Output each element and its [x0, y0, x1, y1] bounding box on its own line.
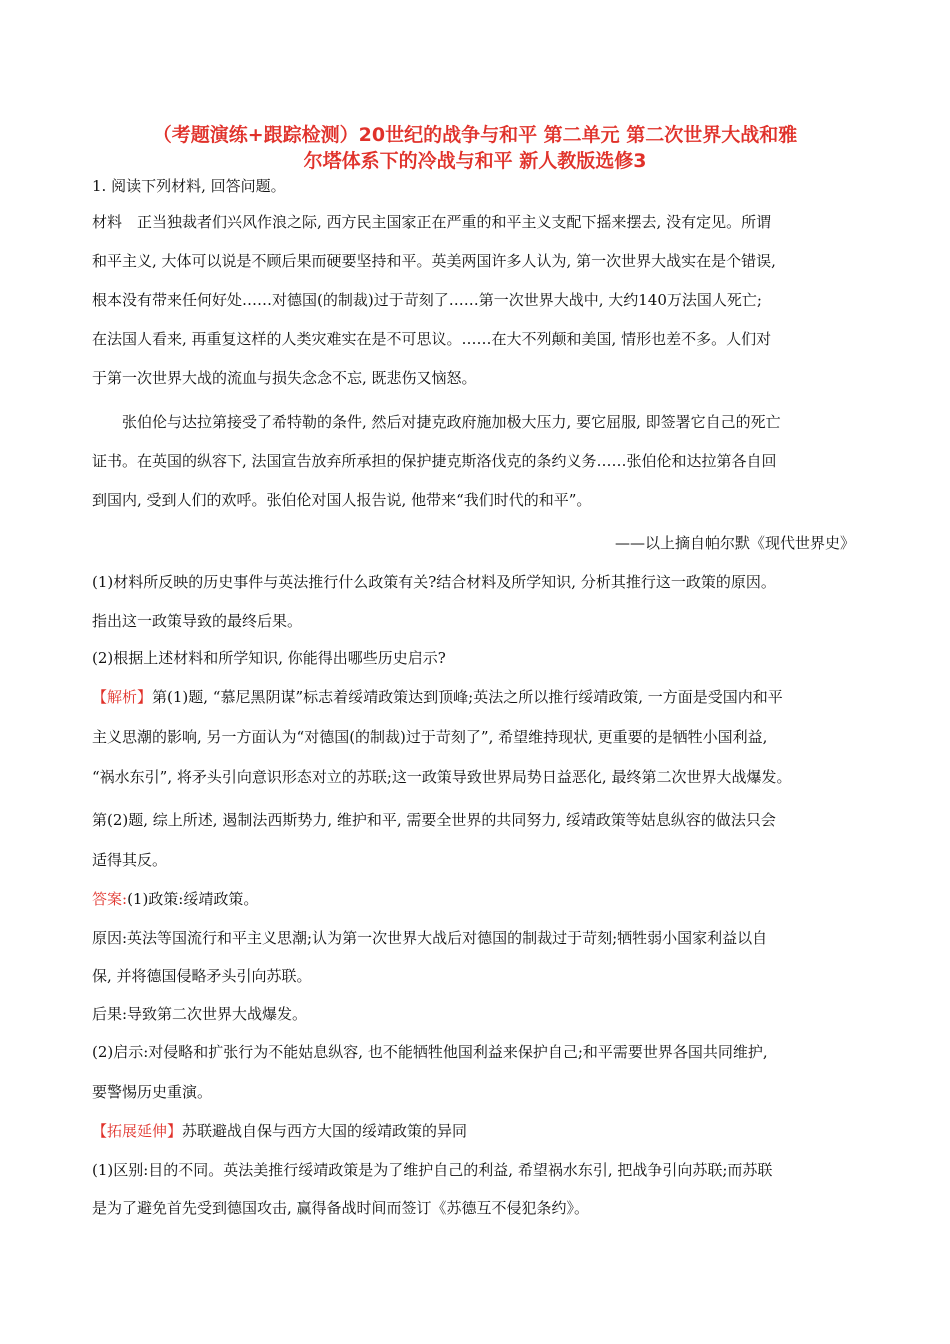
answer-tag: 答案:	[92, 890, 128, 908]
answer-result: 后果:导致第二次世界大战爆发。	[92, 1005, 308, 1023]
extension-heading: 苏联避战自保与西方大国的绥靖政策的异同	[182, 1122, 468, 1140]
question-1-line: (1)材料所反映的历史事件与英法推行什么政策有关?结合材料及所学知识, 分析其推行这一政策的原因。	[92, 573, 776, 591]
answer-reason-line: 保, 并将德国侵略矛头引向苏联。	[92, 967, 312, 985]
material-line: 在法国人看来, 再重复这样的人类灾难实在是不可思议。……在大不列颠和美国, 情形也差不多。人们对	[92, 330, 772, 348]
analysis-line: 第(2)题, 综上所述, 遏制法西斯势力, 维护和平, 需要全世界的共同努力, 绥靖政策等姑息纵容的做法只会	[92, 811, 776, 829]
answer-lesson-line: (2)启示:对侵略和扩张行为不能姑息纵容, 也不能牺牲他国利益来保护自己;和平需要世界各国共同维护,	[92, 1043, 768, 1061]
question-prompt: 1. 阅读下列材料, 回答问题。	[92, 177, 286, 195]
analysis-line	[92, 687, 783, 707]
material-line: 张伯伦与达拉第接受了希特勒的条件, 然后对捷克政府施加极大压力, 要它屈服, 即签署它自己的死亡	[122, 413, 781, 431]
question-2: (2)根据上述材料和所学知识, 你能得出哪些历史启示?	[92, 649, 446, 667]
extension-tag: 【拓展延伸】	[92, 1122, 183, 1140]
analysis-tag: 【解析】	[92, 688, 153, 706]
extension-heading-line	[92, 1121, 467, 1141]
analysis-text: 第(1)题, “慕尼黑阴谋”标志着绥靖政策达到顶峰;英法之所以推行绥靖政策, 一方面是受国内和平	[152, 688, 783, 706]
material-line: 根本没有带来任何好处……对德国(的制裁)过于苛刻了……第一次世界大战中, 大约140万法国人死亡;	[92, 291, 762, 309]
analysis-line: 适得其反。	[92, 851, 168, 869]
answer-lesson-line: 要警惕历史重演。	[92, 1083, 213, 1101]
document-title	[80, 122, 870, 174]
material-line: 证书。在英国的纵容下, 法国宣告放弃所承担的保护捷克斯洛伐克的条约义务……张伯伦和达拉第各自回	[92, 452, 777, 470]
material-line: 于第一次世界大战的流血与损失念念不忘, 既悲伤又恼怒。	[92, 369, 477, 387]
analysis-line: 主义思潮的影响, 另一方面认为“对德国(的制裁)过于苛刻了”, 希望维持现状, 更重要的是牺牲小国利益,	[92, 728, 768, 746]
question-1-line: 指出这一政策导致的最终后果。	[92, 612, 303, 630]
material-line: 材料 正当独裁者们兴风作浪之际, 西方民主国家正在严重的和平主义支配下摇来摆去, 没有定见。所谓	[92, 213, 772, 231]
extension-line: 是为了避免首先受到德国攻击, 赢得备战时间而签订《苏德互不侵犯条约》。	[92, 1199, 590, 1217]
material-line: 和平主义, 大体可以说是不顾后果而硬要坚持和平。英美两国许多人认为, 第一次世界大战实在是个错误,	[92, 252, 776, 270]
material-source: ——以上摘自帕尔默《现代世界史》	[614, 534, 855, 552]
answer-policy-line	[92, 889, 258, 909]
title-line-2: 尔塔体系下的冷战与和平 新人教版选修3	[303, 150, 647, 172]
extension-line: (1)区别:目的不同。英法美推行绥靖政策是为了维护自己的利益, 希望祸水东引, 把战争引向苏联;而苏联	[92, 1161, 773, 1179]
answer-reason-line: 原因:英法等国流行和平主义思潮;认为第一次世界大战后对德国的制裁过于苛刻;牺牲弱小国家利益以自	[92, 929, 768, 947]
material-line: 到国内, 受到人们的欢呼。张伯伦对国人报告说, 他带来“我们时代的和平”。	[92, 491, 592, 509]
analysis-line: “祸水东引”, 将矛头引向意识形态对立的苏联;这一政策导致世界局势日益恶化, 最终第二次世界大战爆发。	[92, 768, 792, 786]
title-line-1: （考题演练+跟踪检测）20世纪的战争与和平 第二单元 第二次世界大战和雅	[152, 124, 798, 146]
answer-policy: (1)政策:绥靖政策。	[127, 890, 259, 908]
